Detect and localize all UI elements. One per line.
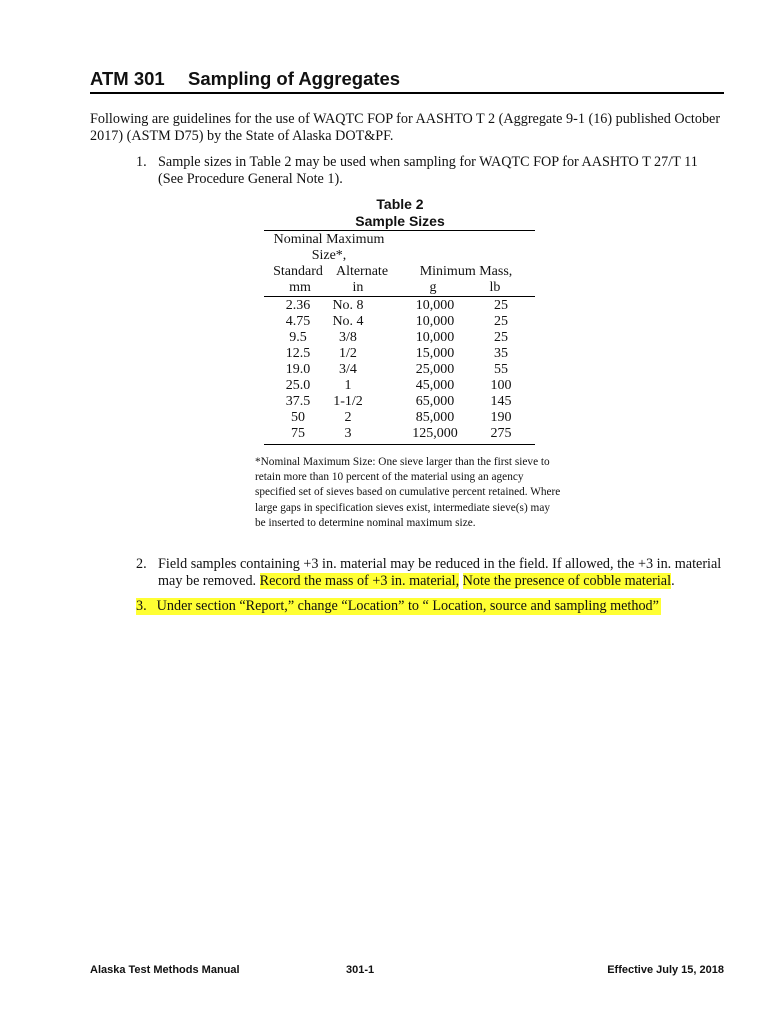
table-cell: 275 (490, 426, 512, 441)
table-cell: 3/8 (339, 330, 357, 345)
table-cell: 3/4 (339, 362, 357, 377)
list-item-text: Under section “Report,” change “Location” to “ Location, source and sampling method” (156, 598, 659, 614)
table-cell: 1 (344, 378, 352, 393)
method-code: ATM 301 (90, 68, 165, 89)
table-cell: 25,000 (415, 362, 455, 377)
page-title (90, 68, 724, 94)
method-title: Sampling of Aggregates (188, 68, 401, 89)
table-cell: 85,000 (415, 410, 455, 425)
highlighted-text: Note the presence of cobble material (462, 573, 672, 589)
table-cell: 19.0 (285, 362, 311, 377)
table-header-alternate: Alternate (335, 264, 389, 279)
table-cell: 190 (490, 410, 512, 425)
table-cell: 10,000 (415, 330, 455, 345)
table-unit-g: g (429, 280, 437, 295)
table-unit-mm: mm (289, 280, 311, 295)
table-title: Table 2 (376, 196, 424, 212)
table-cell: 10,000 (415, 314, 455, 329)
list-item-2 (136, 556, 726, 590)
list-item-number: 3. (136, 598, 147, 614)
list-item-number: 1. (136, 154, 147, 170)
footer-effective-date: Effective July 15, 2018 (607, 964, 724, 976)
table-header-group-sub: Size*, (311, 248, 347, 263)
table-cell: 3 (344, 426, 352, 441)
table-cell: 55 (494, 362, 508, 377)
table-cell: 25 (494, 298, 508, 313)
table-cell: 4.75 (285, 314, 311, 329)
list-item-number: 2. (136, 556, 147, 572)
table-cell: 145 (490, 394, 512, 409)
list-item-3 (136, 598, 726, 615)
table-unit-lb: lb (489, 280, 501, 295)
table-cell: 25 (494, 314, 508, 329)
table-bottom-rule (264, 444, 535, 445)
table-header-standard: Standard (273, 264, 323, 279)
footer-page-number: 301-1 (346, 964, 375, 976)
footer-manual-name: Alaska Test Methods Manual (90, 964, 240, 976)
table-header-rule (264, 296, 535, 297)
table-header-group: Nominal Maximum (273, 232, 385, 247)
intro-paragraph: Following are guidelines for the use of WAQTC FOP for AASHTO T 2 (Aggregate 9-1 (16) published October 2017) (ASTM D75) by the State of Alaska DOT&PF. (90, 111, 721, 144)
table-header-min-mass: Minimum Mass, (419, 264, 513, 279)
table-top-rule (264, 230, 535, 231)
table-cell: No. 4 (332, 314, 364, 329)
table-cell: No. 8 (332, 298, 364, 313)
list-item-1 (136, 154, 726, 188)
table-cell: 1-1/2 (333, 394, 363, 409)
table-cell: 65,000 (415, 394, 455, 409)
highlighted-text (136, 598, 661, 615)
table-cell: 45,000 (415, 378, 455, 393)
table-cell: 50 (291, 410, 305, 425)
table-subtitle: Sample Sizes (355, 213, 445, 229)
table-cell: 9.5 (289, 330, 307, 345)
highlighted-text: Record the mass of +3 in. material, (259, 573, 460, 589)
list-item-text: Sample sizes in Table 2 may be used when sampling for WAQTC FOP for AASHTO T 27/T 11 (See Procedure General Note 1). (158, 154, 698, 187)
item-text-end: . (671, 573, 675, 589)
table-cell: 35 (494, 346, 508, 361)
list-item-text (158, 556, 726, 590)
table-cell: 12.5 (285, 346, 311, 361)
table-cell: 100 (490, 378, 512, 393)
table-cell: 2 (344, 410, 352, 425)
table-cell: 37.5 (285, 394, 311, 409)
table-unit-in: in (352, 280, 364, 295)
table-cell: 2.36 (285, 298, 311, 313)
table-cell: 25 (494, 330, 508, 345)
table-cell: 75 (291, 426, 305, 441)
table-cell: 10,000 (415, 298, 455, 313)
item-text-plain: Field samples containing +3 in. material may be reduced in the field. If allowed, the +3 in. material may be removed. (158, 556, 722, 589)
table-cell: 1/2 (339, 346, 357, 361)
table-cell: 25.0 (285, 378, 311, 393)
table-footnote: *Nominal Maximum Size: One sieve larger than the first sieve to retain more than 10 percent of the material using an agency specified set of sieves based on cumulative percent retained. Where large gaps in specification sieves exist, intermediate sieve(s) may be inserted to determine nominal maximum size. (255, 456, 561, 529)
table-cell: 125,000 (412, 426, 458, 441)
table-cell: 15,000 (415, 346, 455, 361)
